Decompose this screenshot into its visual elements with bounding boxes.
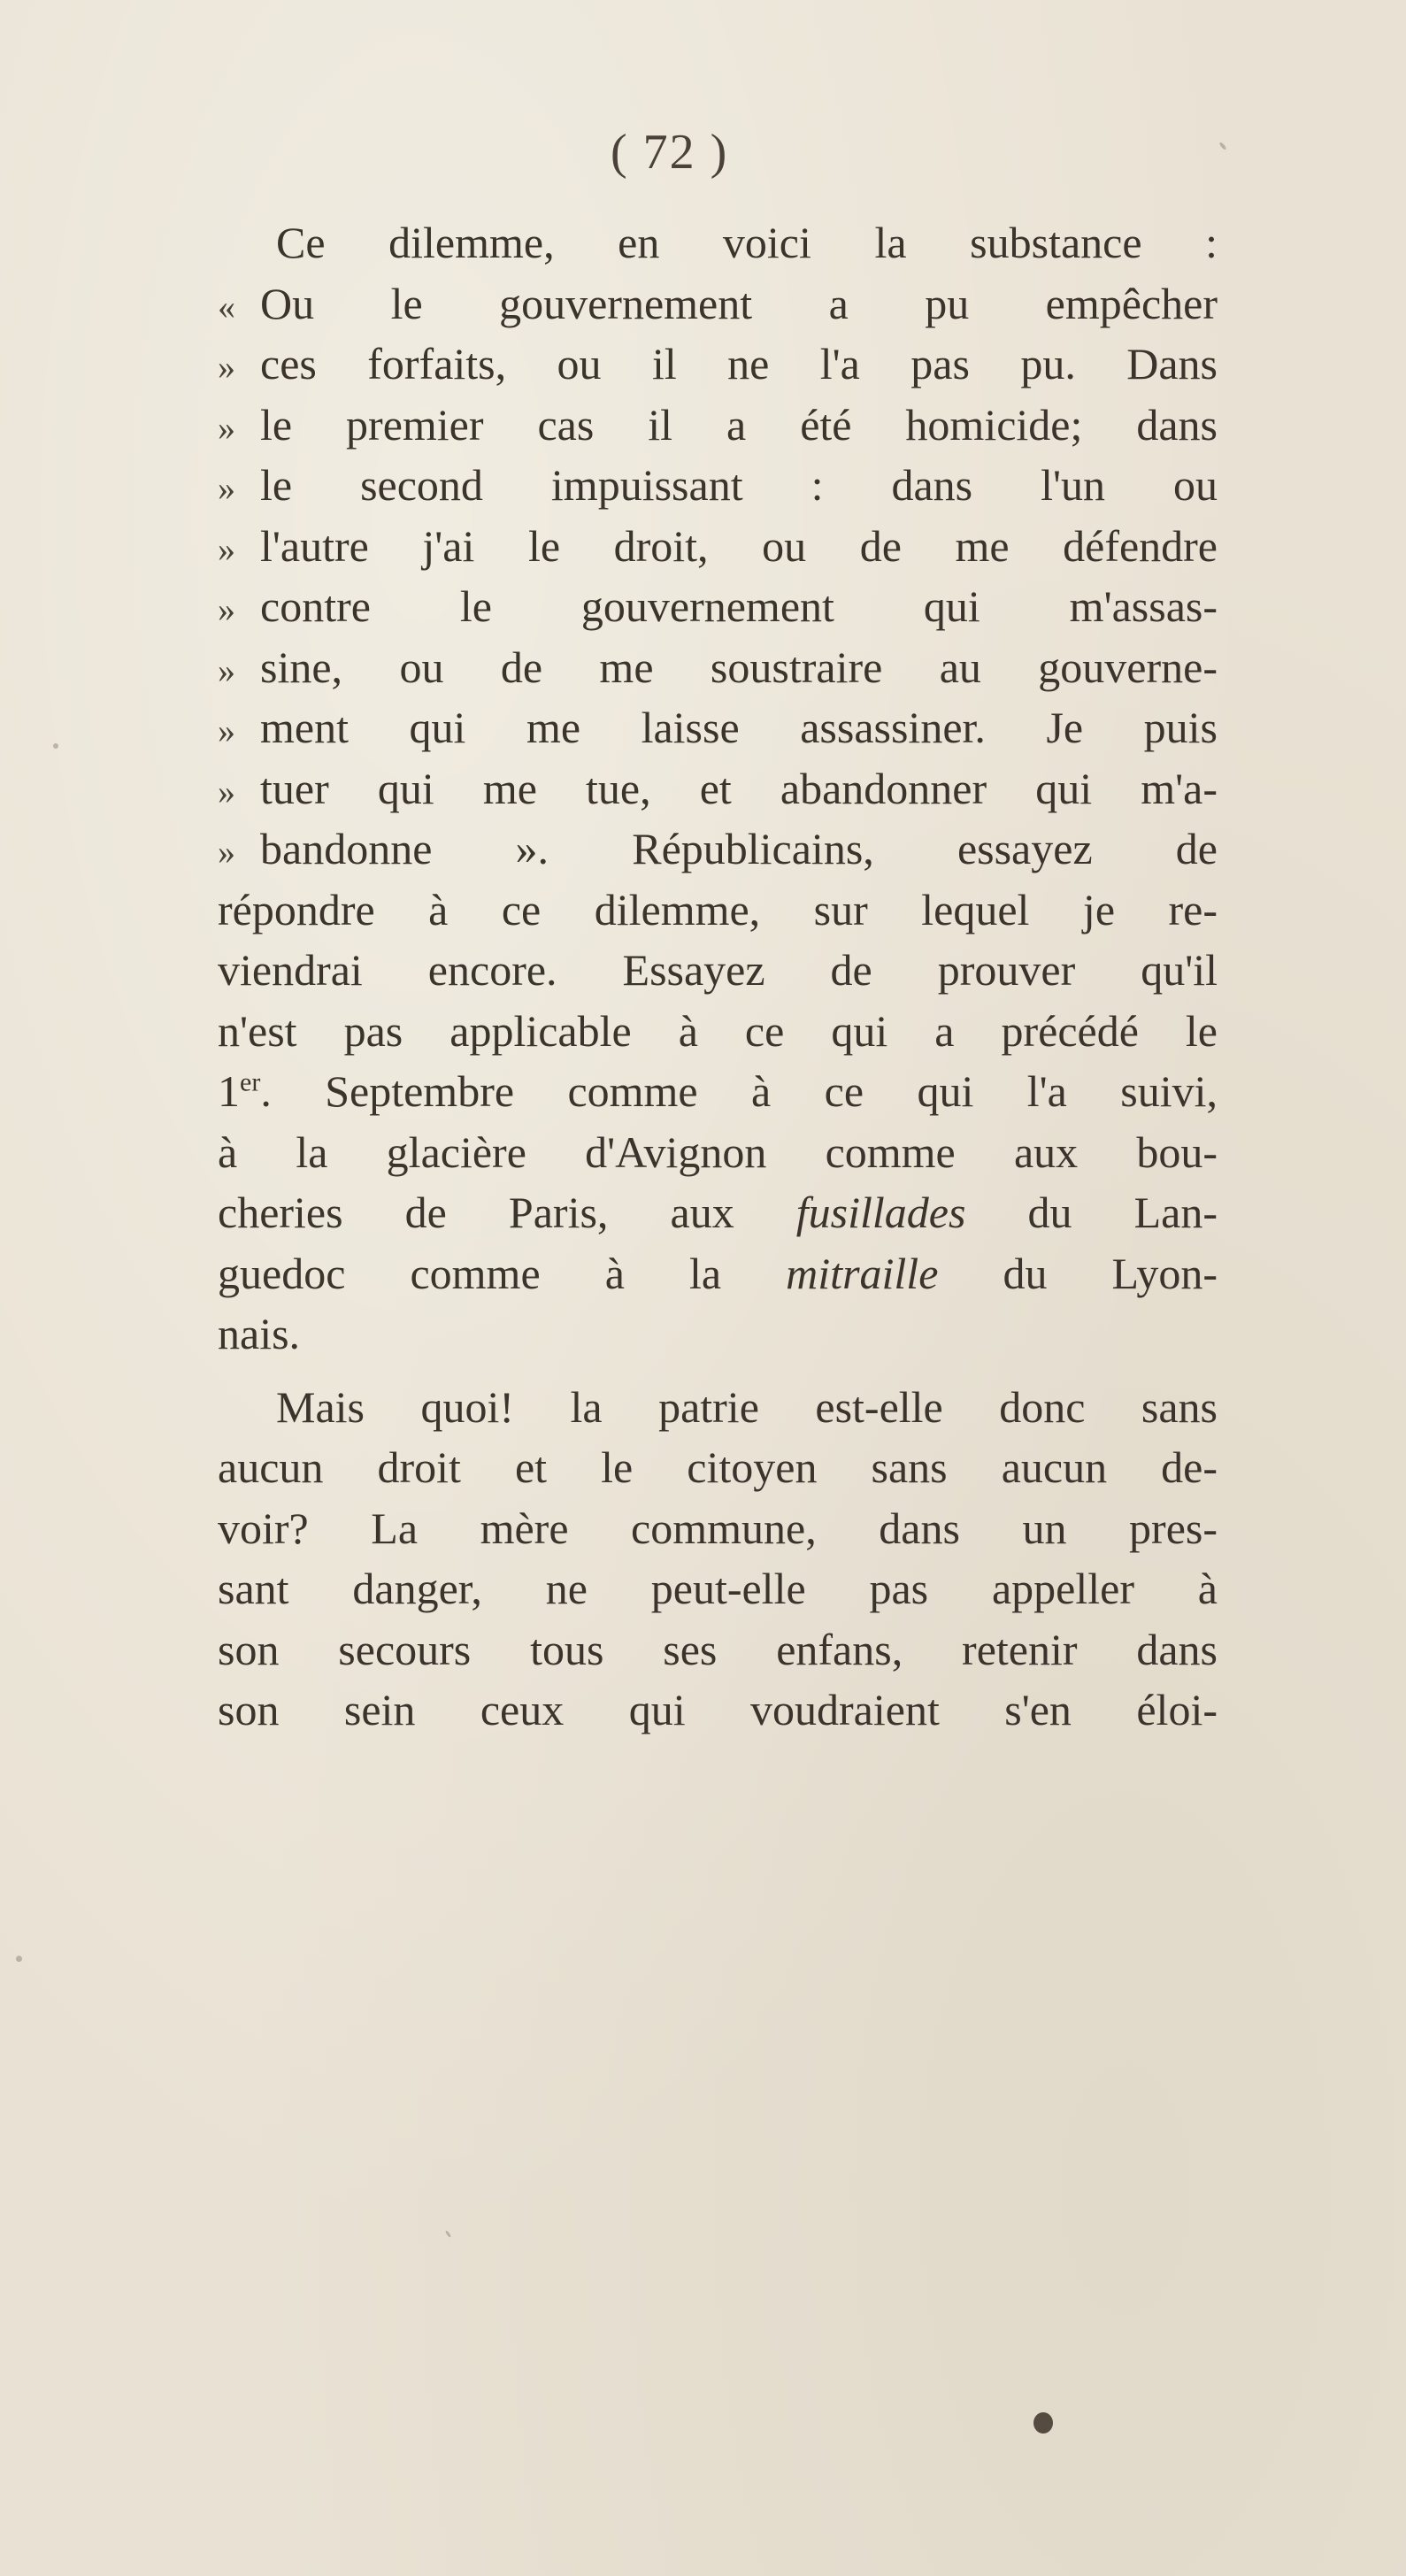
text-line	[218, 819, 1218, 880]
line-text: nais.	[218, 1309, 301, 1358]
text-line	[218, 1061, 1218, 1122]
body-text	[218, 212, 1218, 1741]
quote-mark: »	[218, 832, 235, 872]
line-text: à la glacière d'Avignon comme aux bou-	[218, 1127, 1218, 1177]
text-line	[218, 1558, 1218, 1619]
line-text: sine, ou de me soustraire au gouverne-	[260, 642, 1218, 692]
text-line	[218, 1303, 1218, 1365]
text-segment: cheries de Paris, aux	[218, 1188, 796, 1237]
line-text: voir? La mère commune, dans un pres-	[218, 1503, 1218, 1553]
text-line	[218, 880, 1218, 941]
quote-mark: »	[218, 771, 235, 811]
ink-spot	[1033, 2412, 1053, 2434]
paper-speck	[16, 1956, 22, 1962]
text-line	[218, 1001, 1218, 1062]
text-line	[218, 697, 1218, 758]
quote-mark: »	[218, 711, 235, 750]
text-line	[218, 516, 1218, 577]
line-text-rest: . Septembre comme à ce qui l'a suivi,	[260, 1066, 1218, 1116]
line-text: aucun droit et le citoyen sans aucun de-	[218, 1442, 1218, 1492]
text-line	[218, 1680, 1218, 1741]
line-text: le second impuissant : dans l'un ou	[260, 460, 1218, 510]
line-text: Mais quoi! la patrie est-elle donc sans	[276, 1381, 1218, 1432]
ordinal-superscript: er	[240, 1067, 261, 1097]
line-text: son sein ceux qui voudraient s'en éloi-	[218, 1685, 1218, 1734]
paper-speck	[1218, 142, 1226, 150]
text-line	[218, 212, 1218, 273]
line-text: Ce dilemme, en voici la substance :	[276, 218, 1218, 267]
paper-speck	[53, 743, 58, 749]
line-text: ces forfaits, ou il ne l'a pas pu. Dans	[260, 339, 1218, 388]
text-line	[218, 273, 1218, 334]
text-line	[218, 1243, 1218, 1304]
line-text	[218, 1182, 1218, 1243]
line-text: contre le gouvernement qui m'assas-	[260, 581, 1218, 631]
quote-mark: »	[218, 468, 235, 508]
text-line	[218, 1377, 1218, 1438]
line-text	[218, 1243, 1218, 1304]
italic-word: fusillades	[795, 1188, 966, 1237]
line-text	[218, 1061, 1218, 1122]
line-text: sant danger, ne peut-elle pas appeller à	[218, 1564, 1218, 1613]
line-text: n'est pas applicable à ce qui a précédé le	[218, 1005, 1218, 1056]
text-line	[218, 637, 1218, 698]
line-text: bandonne ». Républicains, essayez de	[260, 824, 1218, 873]
text-line	[218, 1437, 1218, 1498]
line-text: ment qui me laisse assassiner. Je puis	[260, 703, 1218, 752]
paper-speck	[445, 2230, 452, 2238]
text-line	[218, 758, 1218, 819]
quote-mark: «	[218, 286, 235, 327]
line-text: l'autre j'ai le droit, ou de me défendre	[260, 520, 1218, 571]
text-segment: guedoc comme à la	[218, 1248, 787, 1298]
quote-mark: »	[218, 528, 235, 569]
quote-mark: »	[218, 347, 235, 387]
text-line	[218, 1619, 1218, 1680]
text-segment: du Lyon-	[938, 1248, 1218, 1298]
line-text: Ou le gouvernement a pu empêcher	[260, 278, 1218, 328]
italic-word: mitraille	[786, 1248, 939, 1298]
text-line	[218, 1122, 1218, 1183]
text-line	[218, 1498, 1218, 1559]
text-line	[218, 455, 1218, 516]
line-text: son secours tous ses enfans, retenir dans	[218, 1624, 1218, 1674]
text-line	[218, 1182, 1218, 1243]
text-line	[218, 940, 1218, 1001]
text-line	[218, 395, 1218, 456]
line-text: répondre à ce dilemme, sur lequel je re-	[218, 884, 1218, 934]
quote-mark: »	[218, 650, 235, 690]
paragraph-gap	[218, 1365, 1218, 1377]
line-text: tuer qui me tue, et abandonner qui m'a-	[260, 763, 1218, 813]
page-number: ( 72 )	[611, 125, 729, 180]
quote-mark: »	[218, 407, 235, 448]
text-line	[218, 576, 1218, 637]
line-text: viendrai encore. Essayez de prouver qu'il	[218, 945, 1218, 995]
text-segment: du Lan-	[965, 1188, 1218, 1237]
ordinal-number: 1	[218, 1066, 240, 1116]
text-line	[218, 334, 1218, 395]
quote-mark: »	[218, 589, 235, 629]
line-text: le premier cas il a été homicide; dans	[260, 399, 1218, 450]
